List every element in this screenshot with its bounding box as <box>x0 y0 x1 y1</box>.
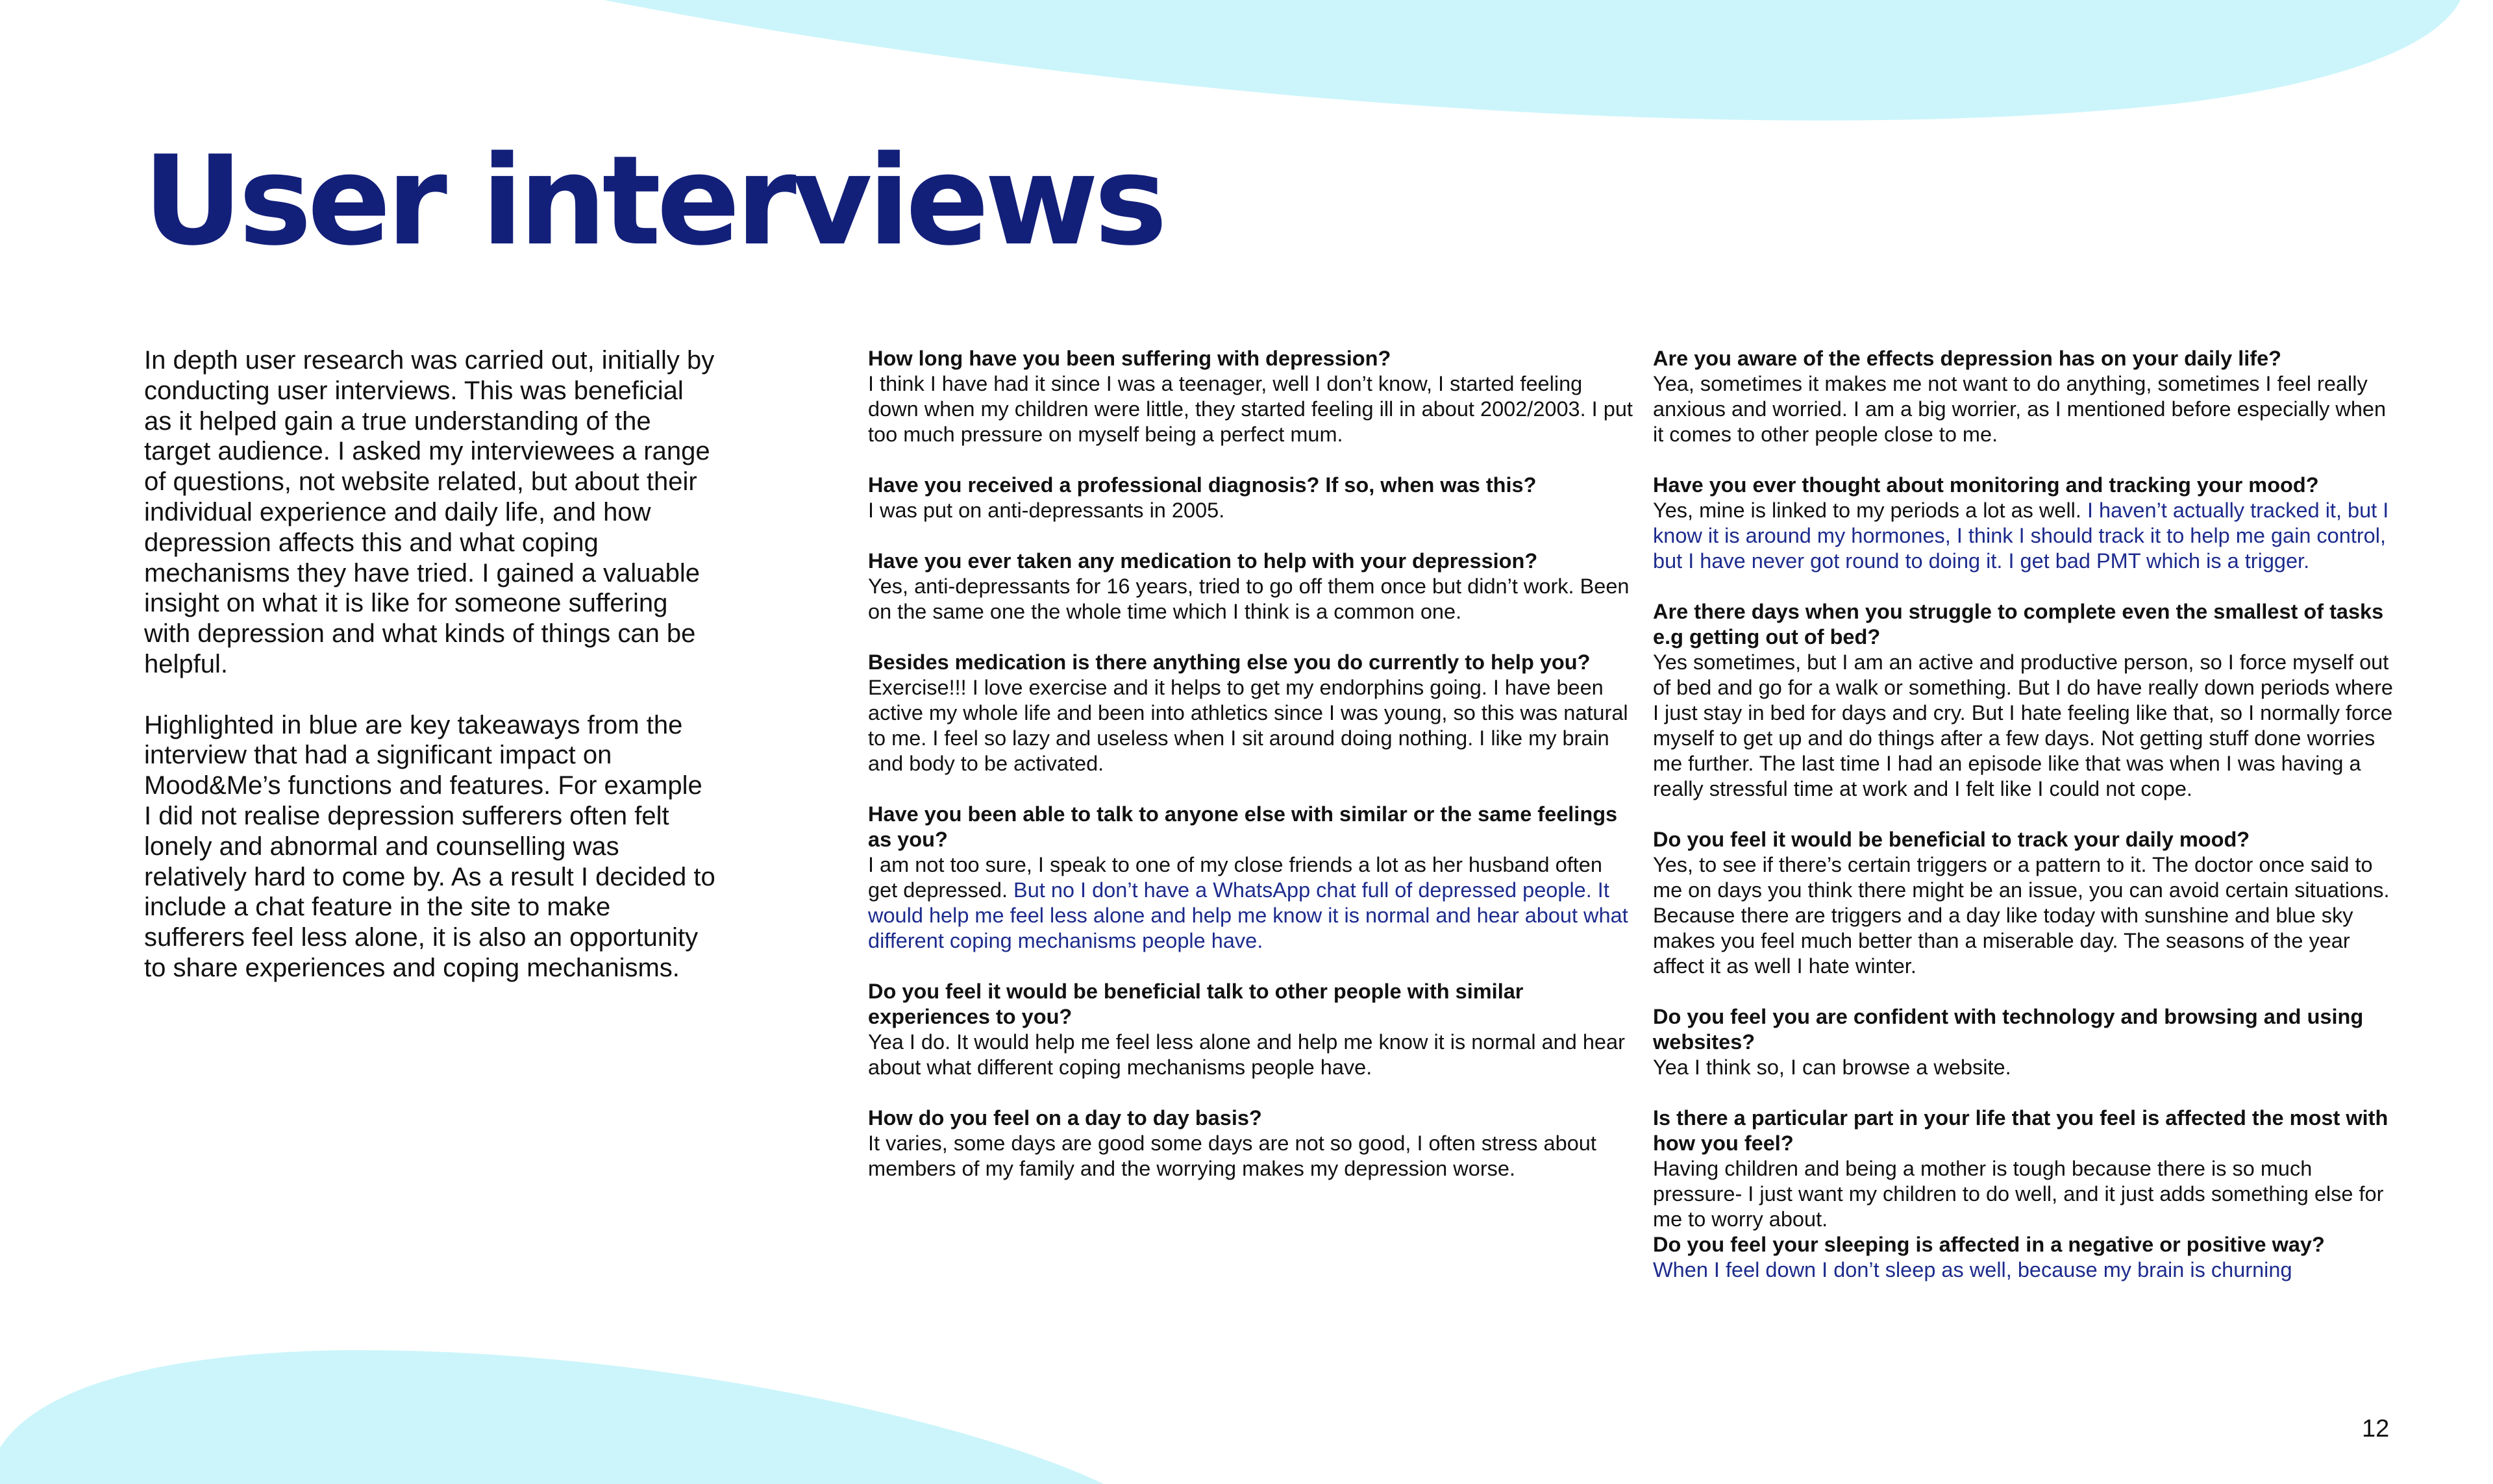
interview-question: Are there days when you struggle to complete even the smallest of tasks e.g getting out of bed? <box>1653 600 2384 649</box>
interview-answer: Yea I think so, I can browse a website. <box>1653 1056 2011 1079</box>
bottom-wave-shape <box>0 1350 1104 1484</box>
interview-answer: I think I have had it since I was a teenager, well I don’t know, I started feeling down when my children were little, they started feeling ill in about 2002/2003. I put too much pressure on myself being a perfect mum. <box>868 372 1633 446</box>
intro-paragraph-2: Highlighted in blue are key takeaways from the interview that had a significant impact on Mood&Me’s functions and features. For example I did not realise depression sufferers often felt lonely and abnormal and counselling was relatively hard to come by. As a result I decided to include a chat feature in the site to make sufferers feel less alone, it is also an opportunity to share experiences and coping mechanisms. <box>144 710 715 982</box>
interview-question: How do you feel on a day to day basis? <box>868 1106 1262 1130</box>
interview-answer: Exercise!!! I love exercise and it helps to get my endorphins going. I have been active my whole life and been into athletics since I was young, so this was natural to me. I feel so lazy and useless when I sit around doing nothing. I like my brain and body to be activated. <box>868 676 1628 775</box>
interview-question: Have you been able to talk to anyone else with similar or the same feelings as you? <box>868 802 1618 851</box>
highlighted-takeaway: When I feel down I don’t sleep as well, because my brain is churning <box>1653 1258 2292 1281</box>
answer-text: I am not too sure, I speak to one of my close friends a lot as her husband often get depressed. <box>868 853 1602 902</box>
interview-question: Is there a particular part in your life that you feel is affected the most with how you feel? <box>1653 1106 2388 1155</box>
interview-answer: I was put on anti-depressants in 2005. <box>868 499 1225 522</box>
qa-item <box>1653 1232 2400 1283</box>
qa-item <box>868 802 1634 954</box>
qa-item <box>868 650 1634 776</box>
qa-item <box>868 473 1634 523</box>
qa-item <box>1653 1004 2400 1080</box>
interview-question: How long have you been suffering with depression? <box>868 347 1391 370</box>
interview-answer: Yea I do. It would help me feel less alone and help me know it is normal and hear about what different coping mechanisms people have. <box>868 1030 1625 1079</box>
interview-answer: Yes, to see if there’s certain triggers or a pattern to it. The doctor once said to me on days you think there might be an issue, you can avoid certain situations. Because there are triggers and a day like today with sunshine and blue sky makes you feel much better than a miserable day. The seasons of the year affect it as well I hate winter. <box>1653 853 2390 978</box>
intro-paragraph-1: In depth user research was carried out, initially by conducting user interviews. This was beneficial as it helped gain a true understanding of the target audience. I asked my interviewees a range of questions, not website related, but about their individual experience and daily life, and how depression affects this and what coping mechanisms they have tried. I gained a valuable insight on what it is like for someone suffering with depression and what kinds of things can be helpful. <box>144 346 715 678</box>
page-title: User interviews <box>143 129 1163 273</box>
interview-answer: It varies, some days are good some days are not so good, I often stress about members of my family and the worrying makes my depression worse. <box>868 1132 1596 1180</box>
interview-question: Do you feel your sleeping is affected in a negative or positive way? <box>1653 1233 2325 1256</box>
top-wave-shape <box>604 0 2461 121</box>
highlighted-takeaway: But no I don’t have a WhatsApp chat full of depressed people. It would help me feel less alone and help me know it is normal and hear about what different coping mechanisms people have. <box>868 878 1628 952</box>
interview-question: Are you aware of the effects depression has on your daily life? <box>1653 347 2282 370</box>
interview-question: Do you feel you are confident with technology and browsing and using websites? <box>1653 1005 2364 1054</box>
interview-question: Have you ever thought about monitoring and tracking your mood? <box>1653 473 2319 497</box>
qa-item <box>1653 346 2400 447</box>
qa-item <box>1653 1106 2400 1232</box>
intro-text <box>144 345 715 1014</box>
interview-question: Have you received a professional diagnosis? If so, when was this? <box>868 473 1537 497</box>
interview-column-middle <box>868 346 1634 1207</box>
interview-answer: Having children and being a mother is tough because there is so much pressure- I just want my children to do well, and it just adds something else for me to worry about. <box>1653 1157 2384 1231</box>
highlighted-takeaway: I haven’t actually tracked it, but I know it is around my hormones, I think I should track it to help me gain control, but I have never got round to doing it. I get bad PMT which is a trigger. <box>1653 499 2389 573</box>
answer-text: Yes, mine is linked to my periods a lot as well. <box>1653 499 2081 522</box>
interview-question: Do you feel it would be beneficial talk to other people with similar experiences to you? <box>868 980 1524 1028</box>
qa-item <box>868 979 1634 1080</box>
interview-answer <box>868 852 1634 954</box>
qa-item <box>1653 599 2400 802</box>
qa-item <box>868 346 1634 447</box>
page-number: 12 <box>2362 1415 2390 1442</box>
interview-question: Besides medication is there anything else you do currently to help you? <box>868 650 1591 674</box>
interview-column-right <box>1653 346 2400 1283</box>
interview-question: Have you ever taken any medication to help with your depression? <box>868 549 1538 573</box>
qa-item <box>868 549 1634 625</box>
interview-answer: Yes, anti-depressants for 16 years, tried to go off them once but didn’t work. Been on the same one the whole time which I think is a common one. <box>868 575 1630 623</box>
qa-item <box>868 1106 1634 1181</box>
qa-item <box>1653 473 2400 574</box>
qa-item <box>1653 827 2400 979</box>
interview-answer: Yes sometimes, but I am an active and productive person, so I force myself out of bed and go for a walk or something. But I do have really down periods where I just stay in bed for days and cry. But I hate feeling like that, so I normally force myself to get up and do things after a few days. Not getting stuff done worries me further. The last time I had an episode like that was when I was having a really stressful time at work and I felt like I could not cope. <box>1653 650 2393 800</box>
interview-answer <box>1653 498 2400 574</box>
interview-answer: Yea, sometimes it makes me not want to do anything, sometimes I feel really anxious and worried. I am a big worrier, as I mentioned before especially when it comes to other people close to me. <box>1653 372 2387 446</box>
interview-question: Do you feel it would be beneficial to track your daily mood? <box>1653 828 2250 851</box>
